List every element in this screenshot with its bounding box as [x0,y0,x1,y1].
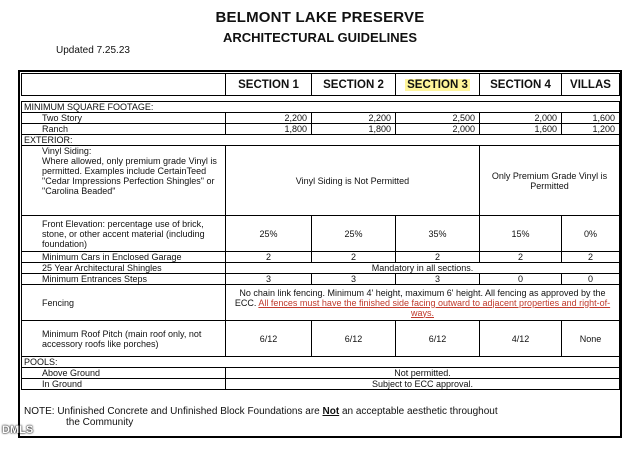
table-row [22,379,620,390]
table-row [22,368,620,379]
fencing-value [226,285,620,321]
table-row [22,321,620,357]
table-row [22,274,620,285]
col-section-3 [396,74,480,96]
table-row [22,252,620,263]
cell: 1,800 [312,124,396,135]
table-row [22,124,620,135]
cell: 15% [480,216,562,252]
note-line-2: the Community [66,417,134,428]
cell: 3 [396,274,480,285]
cell: 3 [226,274,312,285]
vinyl-label: Vinyl Siding: Where allowed, only premium grade Vinyl is permitted. Examples include CertainTeed "Cedar Impressions Perfection Shingles" or "Carolina Beaded" [22,146,226,216]
cell: 2 [480,252,562,263]
cell: 6/12 [396,321,480,357]
cell: 25% [226,216,312,252]
fencing-label: Fencing [22,285,226,321]
section-header-sqft [22,102,620,113]
cell: 25% [312,216,396,252]
cell: 35% [396,216,480,252]
fencing-text: No chain link fencing. Minimum 4' height, maximum 6' height. All fencing as approved by the ECC. [234,287,606,308]
cell: 2,200 [226,113,312,124]
cell: 0 [480,274,562,285]
note-line-1 [24,406,614,417]
col-section-3-label: SECTION 3 [407,78,468,91]
vinyl-not-permitted: Vinyl Siding is Not Permitted [226,146,480,216]
cars-label: Minimum Cars in Enclosed Garage [22,252,226,263]
header-row [22,74,620,96]
col-section-4: SECTION 4 [480,74,562,96]
fencing-red-note: All fences must have the finished side facing outward to adjacent properties and right-of-ways. [258,297,611,318]
front-elevation-label: Front Elevation: percentage use of brick, stone, or other accent material (including foundation) [22,216,226,252]
table-row [22,263,620,274]
cell: 1,600 [562,113,620,124]
cell: 6/12 [226,321,312,357]
above-ground-value: Not permitted. [226,368,620,379]
cell: 2 [226,252,312,263]
col-section-1: SECTION 1 [226,74,312,96]
shingles-value: Mandatory in all sections. [226,263,620,274]
cell: 3 [312,274,396,285]
table-row [22,216,620,252]
in-ground-label: In Ground [22,379,226,390]
section-header-exterior [22,135,620,146]
cell: 2,000 [480,113,562,124]
document-subtitle: ARCHITECTURAL GUIDELINES [222,30,418,45]
cell: 6/12 [312,321,396,357]
cell: 2,000 [396,124,480,135]
cell: 2 [562,252,620,263]
pools-header: POOLS: [22,357,620,368]
guidelines-table [21,73,620,390]
cell: 0% [562,216,620,252]
sqft-header: MINIMUM SQUARE FOOTAGE: [22,102,620,113]
col-section-2: SECTION 2 [312,74,396,96]
watermark-logo: DMLS [2,424,34,436]
note-prefix: NOTE: Unfinished Concrete and Unfinished Block Foundations are [24,406,323,417]
exterior-header: EXTERIOR: [22,135,620,146]
roof-pitch-label: Minimum Roof Pitch (main roof only, not accessory roofs like porches) [22,321,226,357]
header-blank [22,74,226,96]
cell: 0 [562,274,620,285]
cell: 1,200 [562,124,620,135]
ranch-label: Ranch [22,124,226,135]
cell: 2,200 [312,113,396,124]
cell: 1,600 [480,124,562,135]
in-ground-value: Subject to ECC approval. [226,379,620,390]
note-bold: Not [322,406,340,417]
cell: 2,500 [396,113,480,124]
cell: 2 [396,252,480,263]
col-villas: VILLAS [562,74,620,96]
cell: None [562,321,620,357]
steps-label: Minimum Entrances Steps [22,274,226,285]
above-ground-label: Above Ground [22,368,226,379]
table-row [22,285,620,321]
note-suffix: an acceptable aesthetic throughout [339,406,498,417]
document-title: BELMONT LAKE PRESERVE [215,9,425,26]
shingles-label: 25 Year Architectural Shingles [22,263,226,274]
foundation-note [24,406,614,428]
vinyl-premium: Only Premium Grade Vinyl is Permitted [480,146,620,216]
cell: 4/12 [480,321,562,357]
cell: 1,800 [226,124,312,135]
table-row [22,146,620,216]
cell: 2 [312,252,396,263]
updated-date: Updated 7.25.23 [56,45,130,56]
table-row [22,113,620,124]
section-header-pools [22,357,620,368]
two-story-label: Two Story [22,113,226,124]
